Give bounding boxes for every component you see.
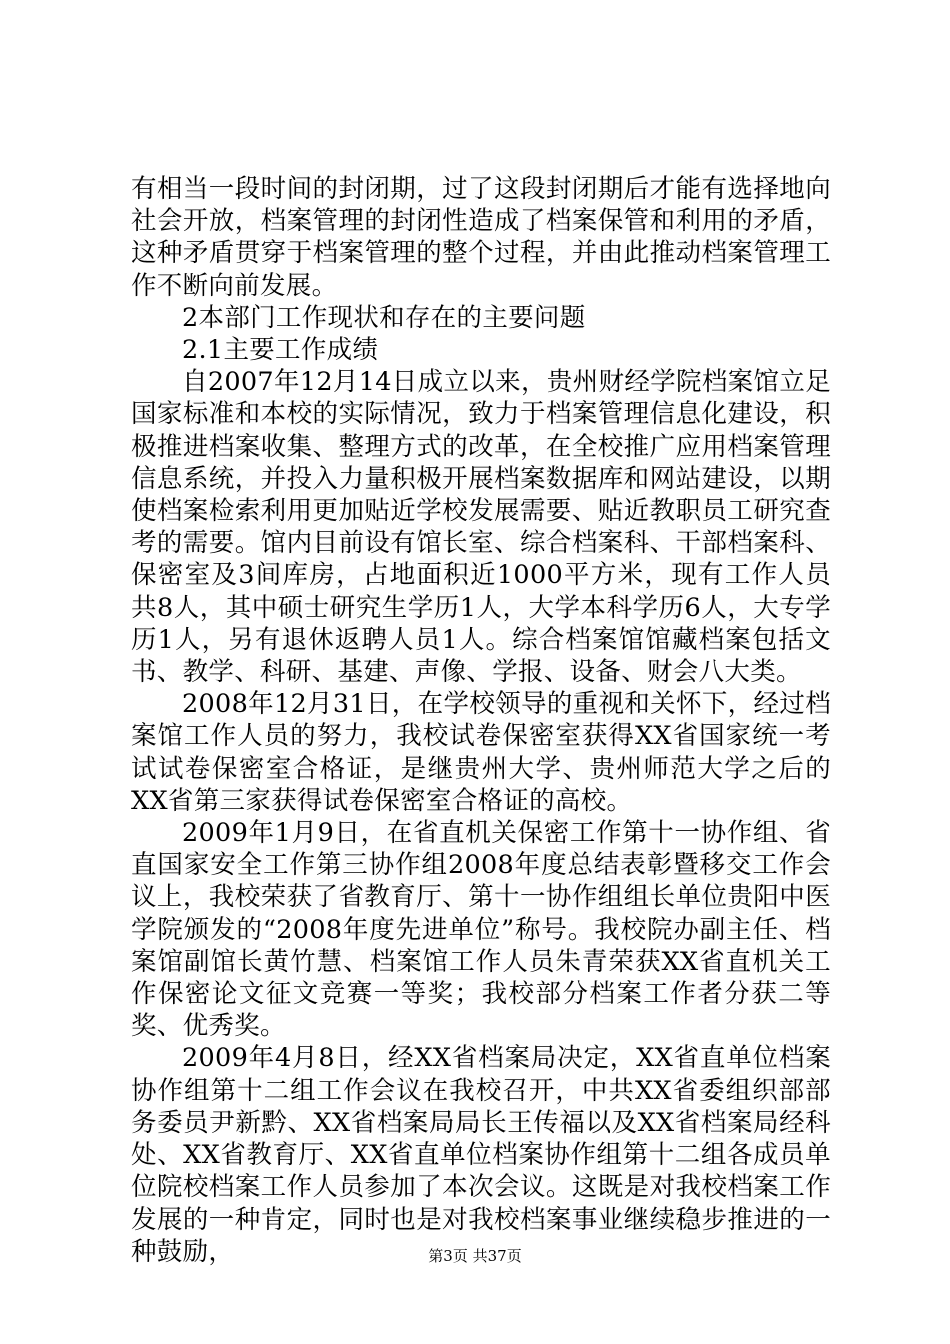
paragraph: 2009年1月9日，在省直机关保密工作第十一协作组、省直国家安全工作第三协作组2008年度总结表彰暨移交工作会议上，我校荣获了省教育厅、第十一协作组组长单位贵阳中医学院颁发的“2008年度先进单位”称号。我校院办副主任、档案馆副馆长黄竹慧、档案馆工作人员朱青荣获XX省直机关工作保密论文征文竞赛一等奖；我校部分档案工作者分获二等奖、优秀奖。 [131, 818, 831, 1042]
section-heading: 2本部门工作现状和存在的主要问题 [182, 302, 586, 333]
paragraph: 自2007年12月14日成立以来，贵州财经学院档案馆立足国家标准和本校的实际情况，致力于档案管理信息化建设，积极推进档案收集、整理方式的改革，在全校推广应用档案管理信息系统，并投入力量积极开展档案数据库和网站建设，以期使档案检索利用更加贴近学校发展需要、贴近教职员工研究查考的需要。馆内目前设有馆长室、综合档案科、干部档案科、保密室及3间库房，占地面积近1000平方米，现有工作人员共8人，其中硕士研究生学历1人，大学本科学历6人，大专学历1人，另有退休返聘人员1人。综合档案馆馆藏档案包括文书、教学、科研、基建、声像、学报、设备、财会八大类。 [131, 367, 831, 688]
page-number-footer: 第3页 共37页 [428, 1247, 522, 1265]
paragraph: 2008年12月31日，在学校领导的重视和关怀下，经过档案馆工作人员的努力，我校试卷保密室获得XX省国家统一考试试卷保密室合格证，是继贵州大学、贵州师范大学之后的XX省第三家获得试卷保密室合格证的高校。 [131, 689, 831, 816]
subsection-heading: 2.1主要工作成绩 [182, 335, 379, 366]
paragraph: 2009年4月8日，经XX省档案局决定，XX省直单位档案协作组第十二组工作会议在我校召开，中共XX省委组织部部务委员尹新黔、XX省档案局局长王传福以及XX省档案局经科处、XX省教育厅、XX省直单位档案协作组第十二组各成员单位院校档案工作人员参加了本次会议。这既是对我校档案工作发展的一种肯定，同时也是对我校档案事业继续稳步推进的一种鼓励， [131, 1043, 831, 1267]
document-body [131, 173, 831, 1268]
paragraph: 有相当一段时间的封闭期，过了这段封闭期后才能有选择地向社会开放，档案管理的封闭性造成了档案保管和利用的矛盾，这种矛盾贯穿于档案管理的整个过程，并由此推动档案管理工作不断向前发展。 [131, 174, 831, 301]
